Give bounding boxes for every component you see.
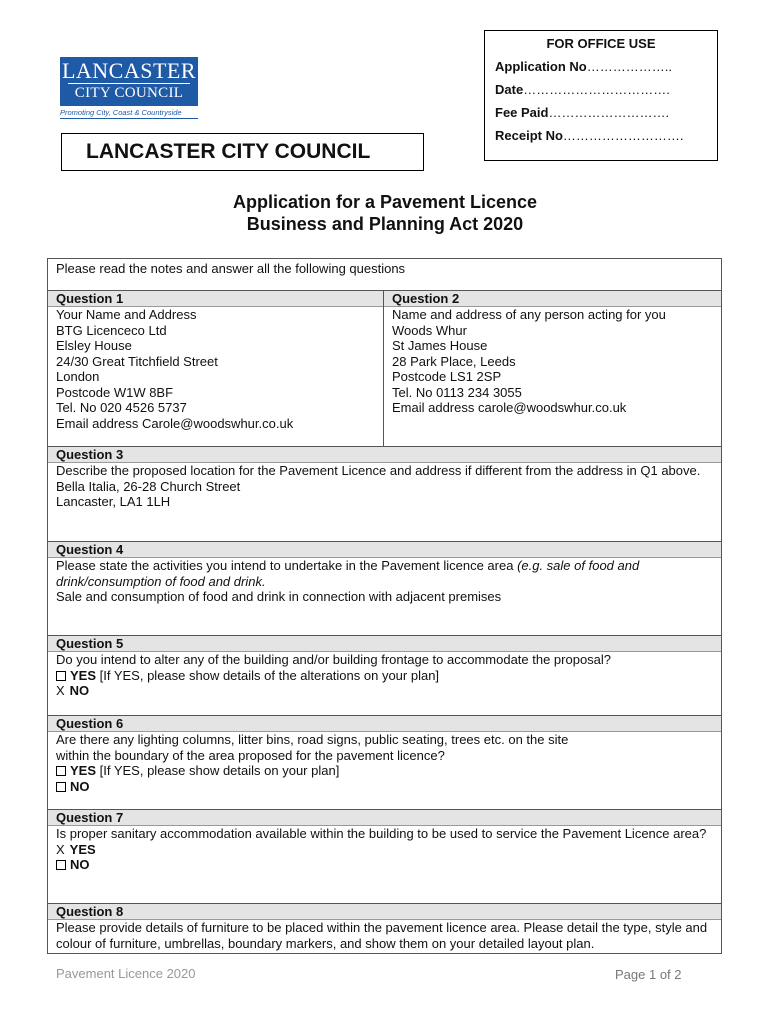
- no-x-mark: X: [56, 683, 65, 698]
- question-4-text: Please state the activities you intend to undertake in the Pavement licence area (e.g. sale of food and drink/consumption of food and drink.: [56, 558, 640, 589]
- question-3-text: Describe the proposed location for the Pavement Licence and address if different from the address in Q1 above.: [56, 463, 701, 478]
- question-7-text: Is proper sanitary accommodation available within the building to be used to service the Pavement Licence area?: [56, 826, 707, 841]
- question-6-heading: Question 6: [48, 716, 721, 732]
- question-5-yes-option[interactable]: YES [If YES, please show details of the alterations on your plan]: [56, 668, 713, 684]
- q1-line: Email address Carole@woodswhur.co.uk: [56, 415, 294, 431]
- question-7-no-option[interactable]: NO: [56, 857, 713, 873]
- question-5-text: Do you intend to alter any of the building and/or building frontage to accommodate the proposal?: [56, 652, 612, 667]
- question-5-no-option[interactable]: X NO: [56, 683, 90, 698]
- q2-line: 28 Park Place, Leeds: [392, 353, 516, 369]
- q2-line: Tel. No 0113 234 3055: [392, 384, 522, 400]
- doc-title-line2: Business and Planning Act 2020: [246, 214, 524, 234]
- application-no-field: Application No………………..: [495, 59, 672, 74]
- question-4-body: [48, 558, 721, 636]
- question-5-heading: Question 5: [48, 636, 721, 652]
- office-use-box: [484, 30, 718, 161]
- question-7-yes-option[interactable]: X YES: [56, 841, 96, 857]
- q2-line: Email address carole@woodswhur.co.uk: [392, 400, 627, 415]
- q2-line: St James House: [392, 338, 488, 353]
- q2-line: Name and address of any person acting for you: [392, 307, 666, 322]
- question-7-heading: Question 7: [48, 810, 721, 826]
- council-logo: [60, 57, 200, 119]
- question-4-heading: Question 4: [48, 542, 721, 558]
- q1-line: Your Name and Address: [56, 307, 197, 322]
- yes-checkbox[interactable]: [56, 671, 66, 681]
- question-3-answer-line2: Lancaster, LA1 1LH: [56, 494, 171, 509]
- council-name-box: LANCASTER CITY COUNCIL: [61, 133, 424, 171]
- application-form: [47, 258, 722, 954]
- logo-line1: LANCASTER: [61, 58, 197, 83]
- question-8-heading: Question 8: [48, 904, 721, 920]
- q1-line: 24/30 Great Titchfield Street: [56, 353, 218, 369]
- question-5-body: [48, 652, 721, 716]
- question-8-text: Please provide details of furniture to be placed within the pavement licence area. Please detail the type, style and colour of furniture, umbrellas, boundary markers, and show them on your detailed layout plan.: [56, 920, 708, 951]
- question-7-body: [48, 826, 721, 904]
- logo-badge: [60, 57, 198, 106]
- question-6-body: [48, 732, 721, 810]
- office-use-title: FOR OFFICE USE: [546, 36, 656, 51]
- q1-line: Tel. No 020 4526 5737: [56, 400, 187, 415]
- question-6-text-line1: Are there any lighting columns, litter bins, road signs, public seating, trees etc. on the site: [56, 732, 569, 747]
- question-4-answer: Sale and consumption of food and drink in connection with adjacent premises: [56, 589, 502, 604]
- no-checkbox[interactable]: [56, 782, 66, 792]
- question-2: [384, 291, 721, 446]
- date-field: Date…………………………….: [495, 82, 670, 97]
- q2-line: Woods Whur: [392, 322, 467, 338]
- question-8-body: [48, 920, 721, 953]
- q1-line: Elsley House: [56, 338, 132, 353]
- no-checkbox[interactable]: [56, 860, 66, 870]
- form-intro: Please read the notes and answer all the following questions: [48, 259, 721, 291]
- logo-tagline: Promoting City, Coast & Countryside: [60, 108, 182, 117]
- q1-line: Postcode W1W 8BF: [56, 384, 174, 400]
- receipt-no-field: Receipt No……………………….: [495, 128, 684, 143]
- fee-paid-field: Fee Paid……………………….: [495, 105, 670, 120]
- question-3-heading: Question 3: [48, 447, 721, 463]
- question-6-no-option[interactable]: NO: [56, 779, 713, 795]
- footer-title: Pavement Licence 2020: [56, 966, 196, 981]
- question-2-heading: Question 2: [384, 291, 721, 307]
- yes-x-mark: X: [56, 841, 65, 857]
- question-3-body: [48, 463, 721, 542]
- page-number: Page 1 of 2: [615, 967, 682, 982]
- yes-checkbox[interactable]: [56, 766, 66, 776]
- doc-title-line1: Application for a Pavement Licence: [232, 192, 538, 212]
- q1-line: London: [56, 369, 100, 384]
- question-6-text-line2: within the boundary of the area proposed for the pavement licence?: [56, 747, 445, 763]
- logo-line2: CITY COUNCIL: [74, 85, 184, 101]
- question-1-2-row: [48, 291, 721, 447]
- question-1-heading: Question 1: [48, 291, 383, 307]
- q1-line: BTG Licenceco Ltd: [56, 322, 167, 338]
- q2-line: Postcode LS1 2SP: [392, 369, 502, 384]
- question-1: [48, 291, 384, 446]
- question-6-yes-option[interactable]: YES [If YES, please show details on your plan]: [56, 763, 713, 779]
- question-3-answer-line1: Bella Italia, 26-28 Church Street: [56, 478, 241, 494]
